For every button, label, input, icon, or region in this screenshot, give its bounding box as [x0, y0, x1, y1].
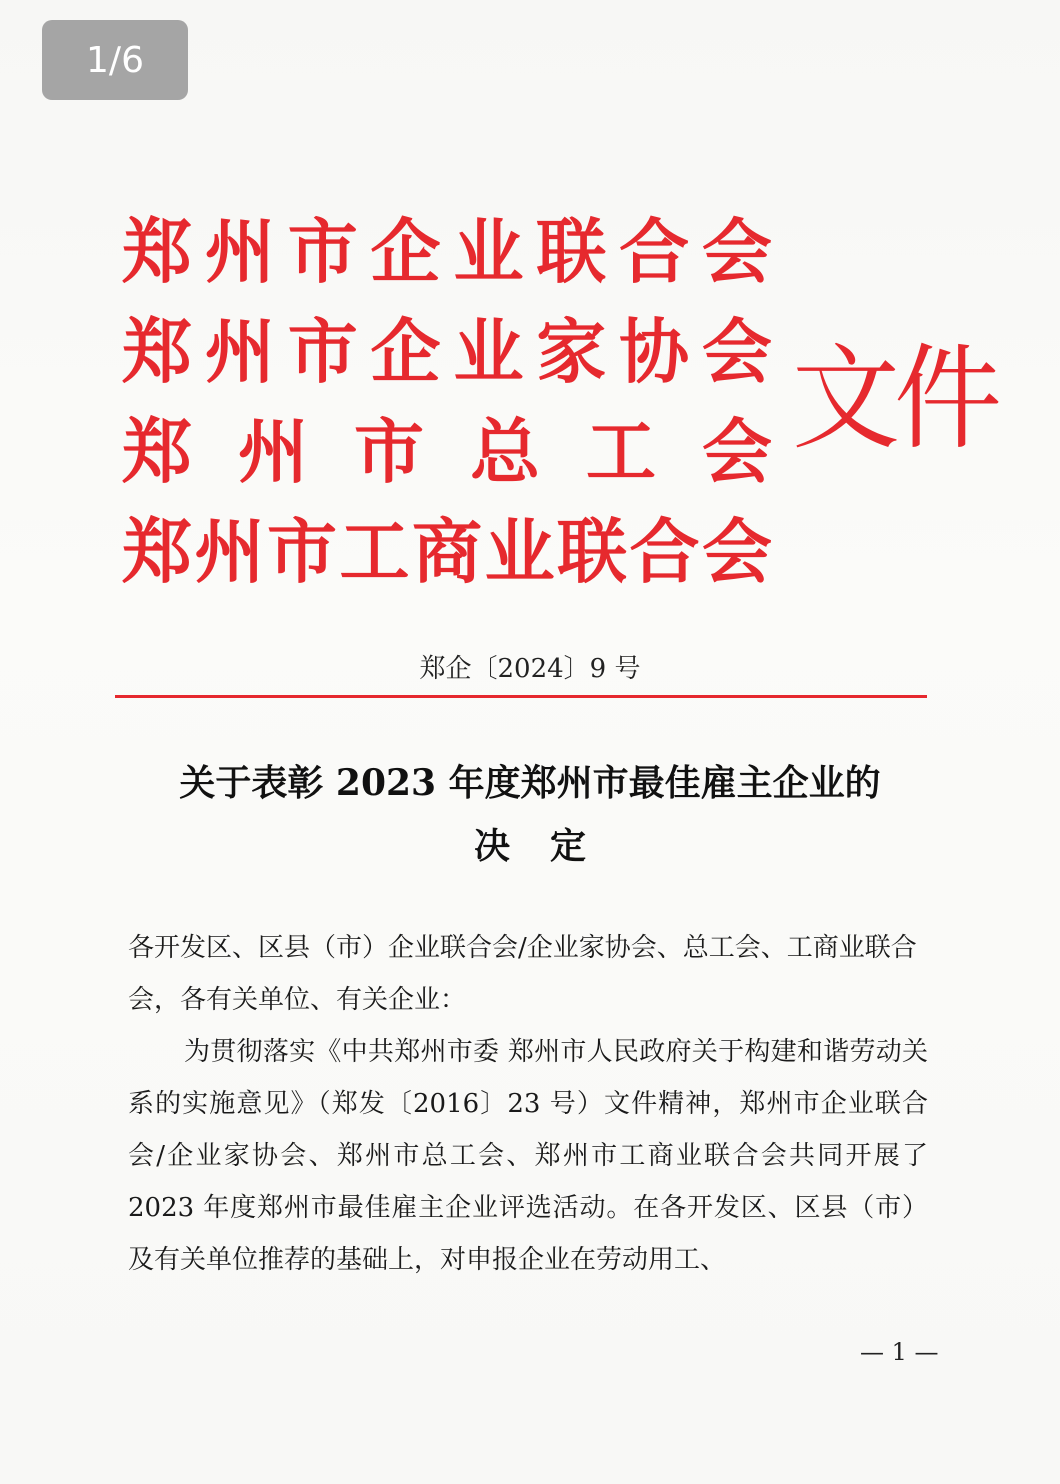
org-name-2 [122, 310, 772, 394]
org-name-3 [122, 410, 772, 494]
org-name-char: 市 [354, 410, 424, 493]
org-name-char: 商 [412, 510, 482, 593]
org-name-char: 企 [370, 210, 441, 293]
org-name-char: 业 [484, 510, 555, 593]
document-word: 文件 [792, 333, 997, 466]
org-name-char: 业 [453, 310, 524, 393]
org-name-char: 郑 [122, 410, 192, 493]
org-name-char: 郑 [122, 310, 192, 393]
red-divider [115, 695, 927, 698]
org-name-char: 会 [702, 510, 772, 593]
page-counter-badge: 1/6 [42, 20, 188, 100]
org-name-char: 州 [204, 210, 275, 293]
org-name-char: 工 [339, 510, 410, 593]
document-number: 郑企〔2024〕9 号 [419, 654, 641, 684]
org-name-char: 郑 [122, 210, 192, 293]
org-name-char: 业 [453, 210, 524, 293]
org-name-char: 市 [287, 310, 358, 393]
org-name-char: 会 [701, 310, 772, 393]
salutation: 各开发区、区县（市）企业联合会/企业家协会、总工会、工商业联合会，各有关单位、有关企业： [128, 933, 917, 1015]
document-header [122, 210, 997, 600]
org-name-char: 州 [238, 410, 308, 493]
org-name-char: 州 [194, 510, 265, 593]
org-name-char: 市 [287, 210, 358, 293]
page-number: — 1 — [860, 1338, 939, 1366]
org-name-char: 联 [536, 210, 607, 293]
org-name-1 [122, 210, 772, 294]
org-name-char: 郑 [122, 510, 192, 593]
org-name-char: 州 [204, 310, 275, 393]
body-paragraph: 为贯彻落实《中共郑州市委 郑州市人民政府关于构建和谐劳动关系的实施意见》（郑发〔2016〕23 号）文件精神，郑州市企业联合会/企业家协会、郑州市总工会、郑州市工商业联合会共同开展了 2023 年度郑州市最佳雇主企业评选活动。在各开发区、区县（市）及有关单位推荐的基础上，对申报企业在劳动用工、 [128, 1037, 928, 1275]
org-name-char: 市 [267, 510, 337, 593]
org-name-char: 会 [701, 210, 772, 293]
org-name-char: 合 [629, 510, 700, 593]
org-name-char: 家 [536, 310, 607, 393]
org-name-char: 协 [619, 310, 690, 393]
org-name-char: 会 [702, 410, 772, 493]
org-name-char: 总 [470, 410, 540, 493]
org-name-char: 工 [586, 410, 656, 493]
document-title-line-2: 决定 [473, 825, 626, 867]
org-name-char: 合 [619, 210, 690, 293]
org-name-char: 企 [370, 310, 441, 393]
document-title-line-1: 关于表彰 2023 年度郑州市最佳雇主企业的 [179, 762, 881, 804]
org-name-char: 联 [557, 510, 627, 593]
org-name-4 [122, 510, 772, 594]
